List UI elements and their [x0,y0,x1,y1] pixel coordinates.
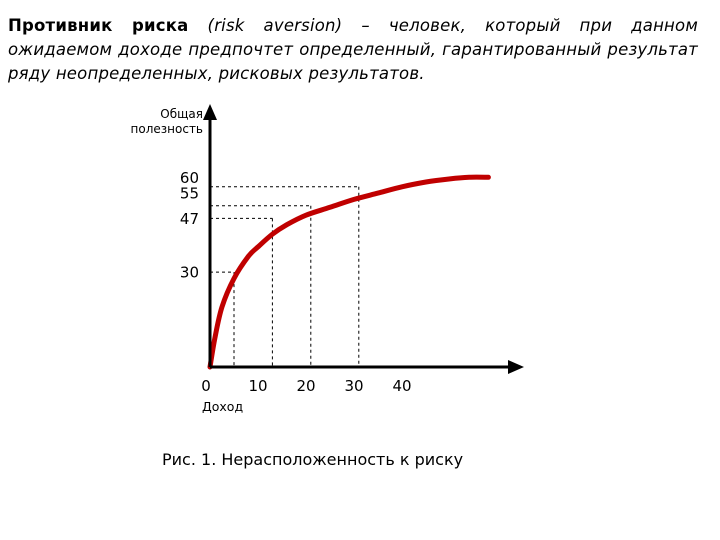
x-tick-label-2: 20 [296,377,316,395]
x-axis-arrow [508,360,524,374]
y-tick-label-0: 30 [179,263,199,282]
y-axis-arrow [203,104,217,120]
utility-curve-layer [210,177,488,367]
y-tick-label-2: 55 [179,184,199,203]
heading-definition: (risk aversion) – человек, который при данном ожидаемом доходе предпочтет определенный, гарантированный результат ряду неопределенных, рисковых результатов. [8,16,698,83]
x-tick-label-4: 40 [392,377,412,395]
x-tick-labels [248,377,411,395]
origin-label: 0 [201,377,211,395]
axes [203,104,524,374]
heading-term: Противник риска [8,16,189,35]
figure-caption: Рис. 1. Нерасположенность к риску [162,450,464,469]
x-axis-title: Доход [202,399,244,414]
y-axis-title-line1: Общая [160,107,203,121]
y-axis-title-line2: полезность [130,122,203,136]
y-tick-label-3: 60 [179,168,199,187]
y-tick-label-1: 47 [179,209,199,228]
x-tick-label-1: 10 [248,377,268,395]
y-tick-labels [180,169,199,282]
x-tick-label-3: 30 [344,377,364,395]
utility-curve-0 [210,177,488,367]
